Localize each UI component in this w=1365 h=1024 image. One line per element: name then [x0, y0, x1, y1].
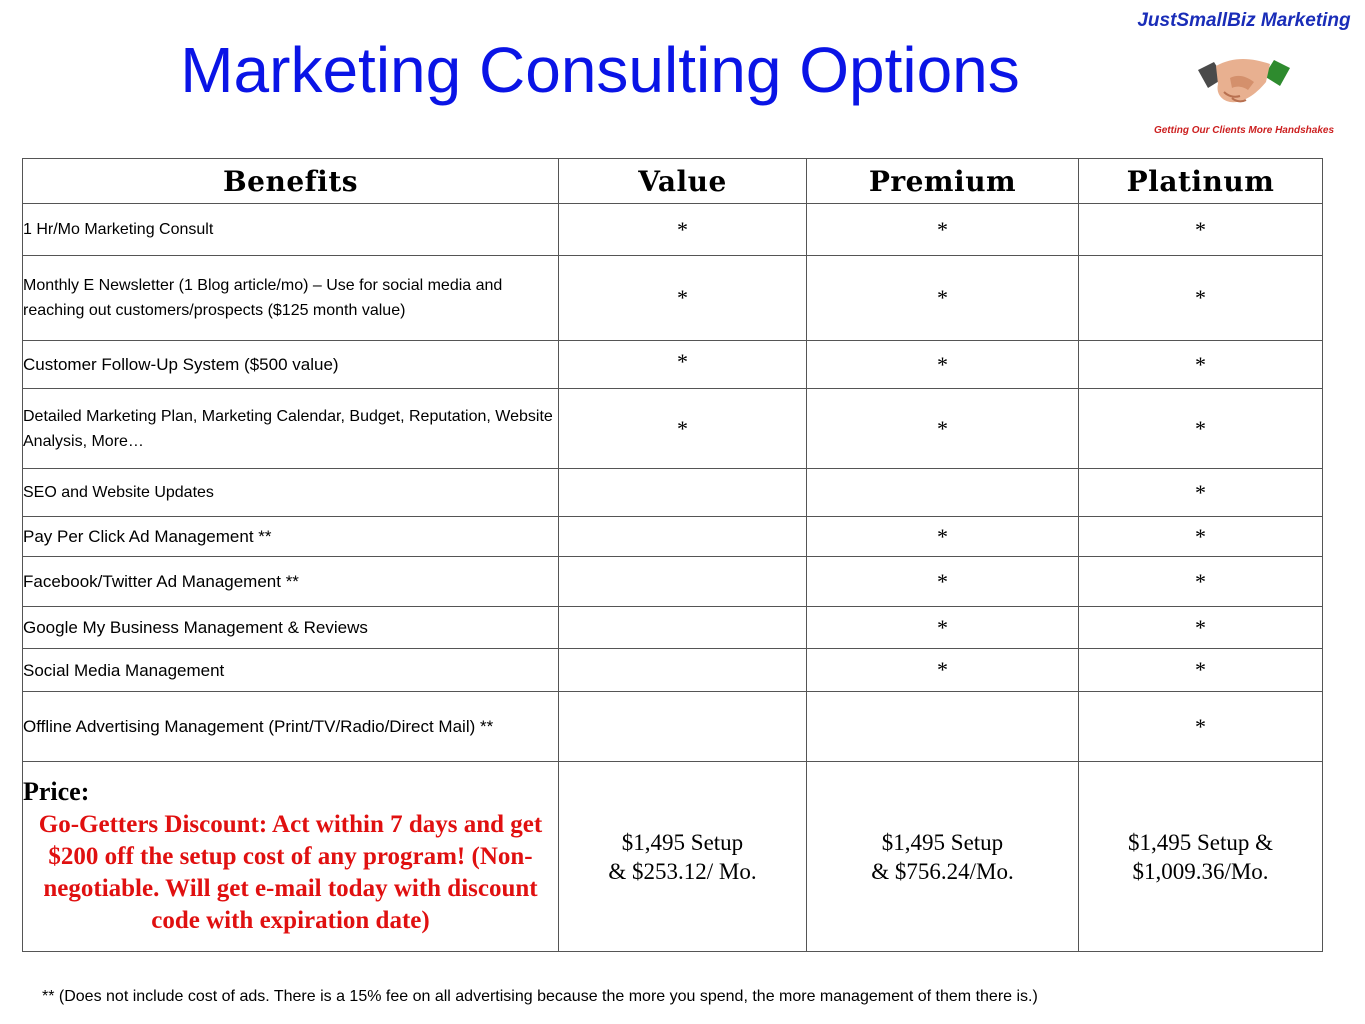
value-cell: [559, 557, 807, 607]
platinum-cell: *: [1079, 517, 1323, 557]
premium-cell: [807, 469, 1079, 517]
header-row: [23, 159, 1323, 204]
premium-cell: *: [807, 557, 1079, 607]
premium-cell: *: [807, 341, 1079, 389]
price-label-cell: [23, 762, 559, 952]
value-cell: [559, 469, 807, 517]
brand-name: JustSmallBiz Marketing: [1137, 10, 1351, 31]
table-row: [23, 256, 1323, 341]
value-cell: [559, 692, 807, 762]
platinum-cell: *: [1079, 557, 1323, 607]
platinum-cell: *: [1079, 204, 1323, 256]
platinum-cell: *: [1079, 389, 1323, 469]
benefit-cell: Google My Business Management & Reviews: [23, 607, 559, 649]
table-row: [23, 607, 1323, 649]
page-title: Marketing Consulting Options: [180, 34, 1020, 106]
brand-block: [1130, 8, 1358, 138]
premium-cell: *: [807, 649, 1079, 692]
value-cell: *: [559, 389, 807, 469]
platinum-cell: *: [1079, 469, 1323, 517]
premium-price-monthly: & $756.24/Mo.: [871, 858, 1014, 884]
benefit-cell: SEO and Website Updates: [23, 469, 559, 517]
platinum-price-setup: $1,495 Setup &: [1127, 829, 1274, 855]
header-premium: Premium: [807, 159, 1079, 204]
table-row: [23, 341, 1323, 389]
options-table: [22, 158, 1323, 952]
premium-cell: *: [807, 204, 1079, 256]
header-benefits: Benefits: [23, 159, 559, 204]
value-price-cell: [559, 762, 807, 952]
header-platinum: Platinum: [1079, 159, 1323, 204]
value-cell: [559, 607, 807, 649]
table-row: [23, 389, 1323, 469]
platinum-cell: *: [1079, 649, 1323, 692]
benefit-cell: Monthly E Newsletter (1 Blog article/mo) – Use for social media and reaching out customers/prospects ($125 month value): [23, 256, 559, 341]
premium-cell: *: [807, 517, 1079, 557]
benefit-cell: Offline Advertising Management (Print/TV/Radio/Direct Mail) **: [23, 692, 559, 762]
value-price-monthly: & $253.12/ Mo.: [608, 858, 757, 884]
table-row: [23, 469, 1323, 517]
value-cell: [559, 649, 807, 692]
benefit-cell: Social Media Management: [23, 649, 559, 692]
handshake-icon: [1194, 48, 1294, 118]
benefit-cell: Customer Follow-Up System ($500 value): [23, 341, 559, 389]
table-row: [23, 517, 1323, 557]
brand-tagline: Getting Our Clients More Handshakes: [1153, 125, 1335, 136]
value-cell: *: [559, 341, 807, 389]
discount-text: Go-Getters Discount: Act within 7 days and get $200 off the setup cost of any program! (Non-negotiable. Will get e-mail today with discount code with expiration date): [38, 810, 543, 934]
premium-cell: *: [807, 256, 1079, 341]
price-heading: Price:: [23, 776, 90, 806]
value-cell: [559, 517, 807, 557]
platinum-cell: *: [1079, 692, 1323, 762]
benefit-cell: Pay Per Click Ad Management **: [23, 517, 559, 557]
benefit-cell: Detailed Marketing Plan, Marketing Calendar, Budget, Reputation, Website Analysis, More…: [23, 389, 559, 469]
table-row: [23, 557, 1323, 607]
table-row: [23, 204, 1323, 256]
platinum-cell: *: [1079, 607, 1323, 649]
premium-price-setup: $1,495 Setup: [881, 829, 1004, 855]
header-value: Value: [559, 159, 807, 204]
premium-cell: *: [807, 389, 1079, 469]
platinum-cell: *: [1079, 256, 1323, 341]
table-row: [23, 649, 1323, 692]
value-cell: *: [559, 256, 807, 341]
value-cell: *: [559, 204, 807, 256]
premium-cell: *: [807, 607, 1079, 649]
value-price-setup: $1,495 Setup: [621, 829, 744, 855]
benefit-cell: 1 Hr/Mo Marketing Consult: [23, 204, 559, 256]
platinum-price-monthly: $1,009.36/Mo.: [1132, 858, 1269, 884]
benefit-cell: Facebook/Twitter Ad Management **: [23, 557, 559, 607]
premium-price-cell: [807, 762, 1079, 952]
platinum-price-cell: [1079, 762, 1323, 952]
premium-cell: [807, 692, 1079, 762]
table-row: [23, 692, 1323, 762]
footnote: ** (Does not include cost of ads. There is a 15% fee on all advertising because the more you spend, the more management of them there is.): [42, 988, 1038, 1005]
platinum-cell: *: [1079, 341, 1323, 389]
price-row: [23, 762, 1323, 952]
